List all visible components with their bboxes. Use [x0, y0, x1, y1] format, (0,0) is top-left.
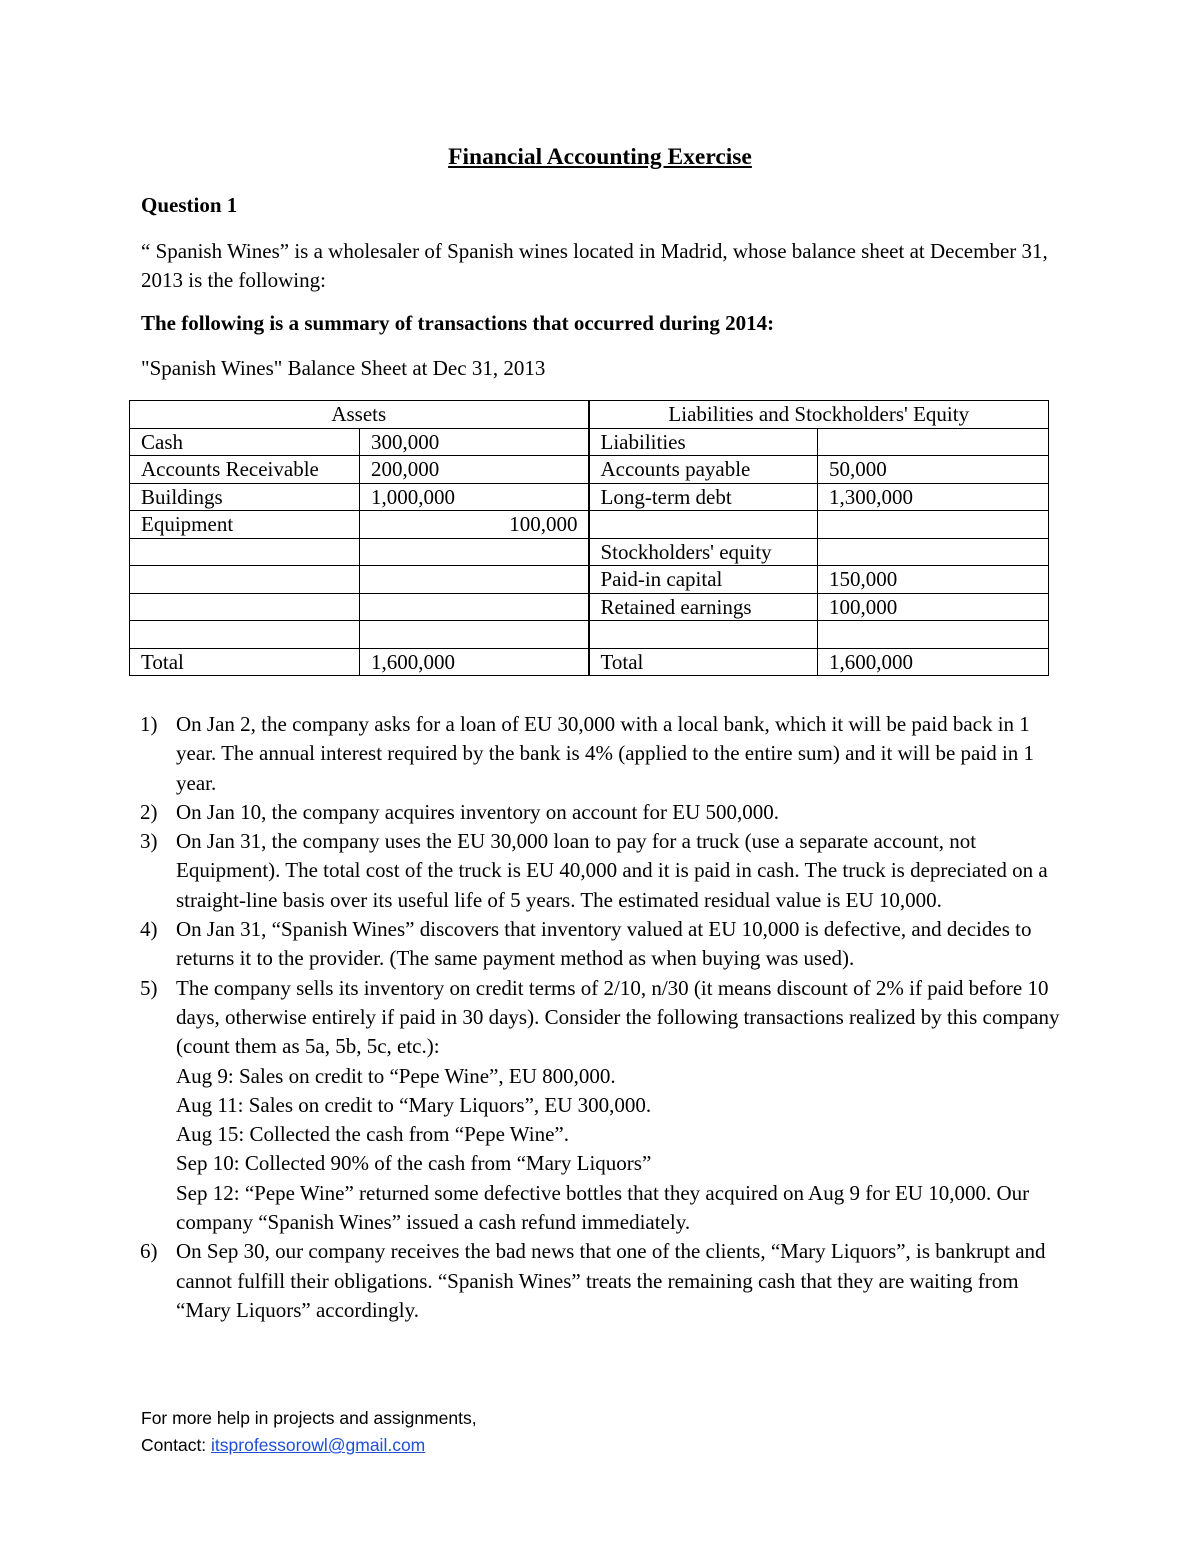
table-cell: 300,000 [360, 428, 589, 456]
table-cell: Equipment [130, 511, 360, 539]
liabilities-equity-header: Liabilities and Stockholders' Equity [589, 401, 1049, 429]
table-cell: 1,300,000 [818, 483, 1049, 511]
table-cell: 100,000 [360, 511, 589, 539]
sub-transaction: Aug 11: Sales on credit to “Mary Liquors”, EU 300,000. [176, 1092, 652, 1117]
table-row [130, 511, 1049, 539]
table-row [130, 621, 1049, 649]
table-row [130, 456, 1049, 484]
table-cell: Paid-in capital [589, 566, 818, 594]
table-total-row [130, 648, 1049, 676]
sub-transaction: Sep 12: “Pepe Wine” returned some defective bottles that they acquired on Aug 9 for EU 10,000. Our company “Spanish Wines” issued a cash refund immediately. [176, 1180, 1030, 1235]
question-heading: Question 1 [141, 193, 238, 217]
list-item [140, 915, 1065, 974]
list-item-number: 4) [140, 917, 158, 942]
list-item-text: On Sep 30, our company receives the bad news that one of the clients, “Mary Liquors”, is bankrupt and cannot fulfill their obligations. “Spanish Wines” treats the remaining cash that they are waiting from “Mary Liquors” accordingly. [176, 1239, 1046, 1322]
table-cell [818, 428, 1049, 456]
table-cell: 1,600,000 [818, 648, 1049, 676]
table-cell [589, 511, 818, 539]
list-item [140, 1237, 1065, 1325]
list-item [140, 827, 1065, 915]
transactions-list [140, 710, 1065, 1325]
table-cell: Stockholders' equity [589, 538, 818, 566]
footer-contact [141, 1432, 477, 1459]
footer [141, 1405, 477, 1459]
table-cell: Long-term debt [589, 483, 818, 511]
list-item-text: On Jan 2, the company asks for a loan of EU 30,000 with a local bank, which it will be paid back in 1 year. The annual interest required by the bank is 4% (applied to the entire sum) and it will be paid in 1 year. [176, 712, 1035, 795]
table-cell: Total [589, 648, 818, 676]
table-row [130, 428, 1049, 456]
table-cell: 150,000 [818, 566, 1049, 594]
list-item-number: 2) [140, 799, 158, 824]
table-row [130, 483, 1049, 511]
contact-label: Contact: [141, 1435, 212, 1455]
table-cell: 1,000,000 [360, 483, 589, 511]
footer-help-text: For more help in projects and assignments, [141, 1408, 477, 1428]
assets-header: Assets [130, 401, 589, 429]
table-cell [818, 538, 1049, 566]
table-header-row [130, 401, 1049, 429]
list-item-text: The company sells its inventory on credit terms of 2/10, n/30 (it means discount of 2% if paid before 10 days, otherwise entirely if paid in 30 days). Consider the following transactions realized by this company (count them as 5a, 5b, 5c, etc.): [176, 975, 1060, 1059]
table-cell: 1,600,000 [360, 648, 589, 676]
list-item-text: On Jan 31, “Spanish Wines” discovers that inventory valued at EU 10,000 is defective, and decides to returns it to the provider. (The same payment method as when buying was used). [176, 917, 1032, 971]
table-cell: Cash [130, 428, 360, 456]
sub-transaction: Aug 15: Collected the cash from “Pepe Wine”. [176, 1122, 569, 1147]
document-title: Financial Accounting Exercise [448, 144, 752, 170]
table-cell [818, 621, 1049, 649]
table-cell: Liabilities [589, 428, 818, 456]
table-cell: Accounts Receivable [130, 456, 360, 484]
table-cell: 100,000 [818, 593, 1049, 621]
table-cell [130, 621, 360, 649]
table-cell [360, 621, 589, 649]
table-cell [130, 593, 360, 621]
balance-sheet-table [129, 400, 1049, 676]
list-item [140, 710, 1065, 798]
table-cell: Accounts payable [589, 456, 818, 484]
table-cell [130, 566, 360, 594]
list-item-number: 3) [140, 829, 158, 854]
list-item-text: On Jan 31, the company uses the EU 30,000 loan to pay for a truck (use a separate account, not Equipment). The total cost of the truck is EU 40,000 and it is paid in cash. The truck is depreciated on a straight-line basis over its useful life of 5 years. The estimated residual value is EU 10,000. [176, 829, 1048, 912]
table-cell [589, 621, 818, 649]
table-cell [360, 566, 589, 594]
sub-transaction: Sep 10: Collected 90% of the cash from “Mary Liquors” [176, 1151, 652, 1176]
list-item-number: 1) [140, 712, 158, 736]
table-cell [130, 538, 360, 566]
transactions-subheading: The following is a summary of transactions that occurred during 2014: [141, 311, 775, 335]
table-cell: 200,000 [360, 456, 589, 484]
table-cell: Buildings [130, 483, 360, 511]
intro-paragraph: “ Spanish Wines” is a wholesaler of Spanish wines located in Madrid, whose balance sheet at December 31, 2013 is the following: [141, 239, 1048, 292]
table-row [130, 593, 1049, 621]
table-cell: 50,000 [818, 456, 1049, 484]
table-cell [360, 538, 589, 566]
list-item-number: 6) [140, 1239, 158, 1264]
table-cell: Retained earnings [589, 593, 818, 621]
sub-transaction: Aug 9: Sales on credit to “Pepe Wine”, EU 800,000. [176, 1063, 616, 1088]
list-item [140, 974, 1065, 1238]
table-cell [818, 511, 1049, 539]
balance-sheet-caption: "Spanish Wines" Balance Sheet at Dec 31, 2013 [141, 356, 546, 380]
table-row [130, 538, 1049, 566]
list-item-number: 5) [140, 975, 158, 1000]
table-cell: Total [130, 648, 360, 676]
list-item-text: On Jan 10, the company acquires inventory on account for EU 500,000. [176, 799, 780, 824]
list-item [140, 798, 1065, 827]
table-cell [360, 593, 589, 621]
table-row [130, 566, 1049, 594]
email-link[interactable]: itsprofessorowl@gmail.com [211, 1435, 426, 1455]
